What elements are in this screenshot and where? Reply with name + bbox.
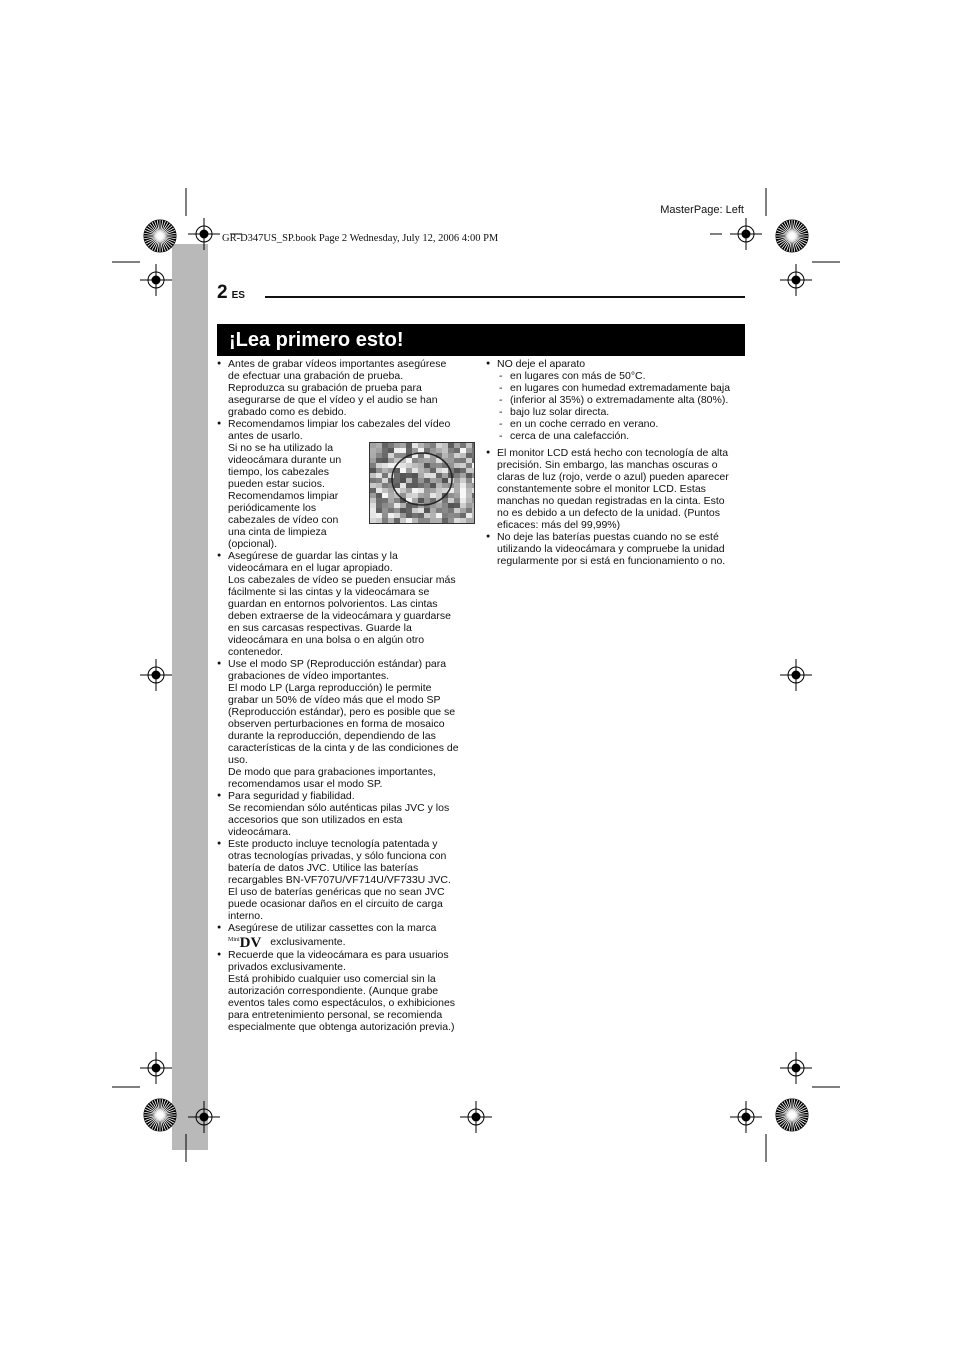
minidv-logo-text: DV: [239, 935, 262, 951]
minidv-logo-small: Mini: [228, 937, 240, 943]
text-line: puede ocasionar daños en el circuito de carga: [228, 898, 443, 910]
text-line: grabaciones de vídeo importantes.: [228, 670, 390, 682]
mosaic-illustration-image: [370, 443, 474, 523]
text-line: tiempo, los cabezales: [228, 466, 329, 478]
text-line: interno.: [228, 910, 264, 922]
text-line: en sus carcasas respectivas. Guarde la: [228, 622, 412, 634]
dash-list-item: - bajo luz solar directa.: [486, 406, 748, 418]
text-line: periódicamente los: [228, 502, 317, 514]
text-line: precisión. Sin embargo, las manchas oscuras o: [497, 459, 718, 471]
text-line: claras de luz (rojo, verde o azul) pueden aparecer: [497, 471, 729, 483]
text-line: características de la cinta y de las condiciones de: [228, 742, 459, 754]
masterpage-label: MasterPage: Left: [660, 204, 744, 216]
item-text: ● Asegúrese de utilizar cassettes con la marca: [228, 922, 437, 934]
list-item: [217, 838, 475, 922]
text-line: para entretenimiento personal, se recomienda: [228, 1009, 443, 1021]
list-item: [217, 790, 475, 838]
text-line: ● Use el modo SP (Reproducción estándar) para: [228, 658, 447, 670]
text-line: constantemente sobre el monitor LCD. Estas: [497, 483, 706, 495]
text-line: manchas no quedan registradas en la cinta. Esto: [497, 495, 725, 507]
text-line: Está prohibido cualquier uso comercial sin la: [228, 973, 436, 985]
text-line: eventos tales como espectáculos, o exhibiciones: [228, 997, 456, 1009]
text-line: (Reproducción estándar), pero es posible que se: [228, 706, 456, 718]
text-line: contenedor.: [228, 646, 283, 658]
text-line: El uso de baterías genéricas que no sean JVC: [228, 886, 445, 898]
head-cleaning-illustration: [369, 442, 475, 524]
text-line: autorización correspondiente. (Aunque grabe: [228, 985, 439, 997]
dash-list: [486, 370, 748, 442]
text-line: especialmente que obtenga autorización previa.): [228, 1021, 455, 1033]
page-title: ¡Lea primero esto!: [217, 324, 745, 356]
list-item: [217, 949, 475, 1033]
text-line: cabezales de vídeo con: [228, 514, 339, 526]
text-line: una cinta de limpieza: [228, 526, 327, 538]
text-line: accesorios que son utilizados en esta: [228, 814, 403, 826]
text-line: El modo LP (Larga reproducción) le permite: [228, 682, 432, 694]
text-line: (opcional).: [228, 538, 278, 550]
text-line: de efectuar una grabación de prueba.: [228, 370, 404, 382]
language-code: ES: [231, 290, 245, 301]
list-item-minidv: [217, 922, 475, 949]
list-item: [486, 531, 748, 567]
text-line: ● El monitor LCD está hecho con tecnología de alta: [497, 447, 729, 459]
text-line: Si no se ha utilizado la: [228, 442, 334, 454]
text-line: observen perturbaciones en forma de mosaico: [228, 718, 445, 730]
text-line: videocámara durante un: [228, 454, 342, 466]
text-line: ● Este producto incluye tecnología patentada y: [228, 838, 438, 850]
text-line: Se recomiendan sólo auténticas pilas JVC y los: [228, 802, 450, 814]
text-line: recomendamos usar el modo SP.: [228, 778, 383, 790]
list-item-head-cleaning: [217, 418, 475, 550]
text-line: guardan en entornos polvorientos. Las cintas: [228, 598, 438, 610]
text-line: ● Recuerde que la videocámara es para usuarios: [228, 949, 449, 961]
text-line: videocámara en una bolsa o en algún otro: [228, 634, 425, 646]
dash-list-item: - en lugares con más de 50°C.: [486, 370, 748, 382]
text-line: grabado como es debido.: [228, 406, 347, 418]
text-line: videocámara en el lugar apropiado.: [228, 562, 393, 574]
text-line: regularmente por si está en funcionamiento o no.: [497, 555, 726, 567]
text-line: Los cabezales de vídeo se pueden ensuciar más: [228, 574, 456, 586]
text-line: ● Antes de grabar vídeos importantes asegúrese: [228, 358, 447, 370]
header-rule: [265, 296, 745, 298]
minidv-logo: [228, 934, 261, 949]
text-line: durante la reproducción, dependiendo de las: [228, 730, 436, 742]
page-number-value: 2: [217, 282, 228, 303]
dash-list-item: - (inferior al 35%) o extremadamente alta (80%).: [486, 394, 748, 406]
text-line: Recomendamos limpiar: [228, 490, 339, 502]
text-line: fácilmente si las cintas y la videocámara se: [228, 586, 430, 598]
text-line: ● Asegúrese de guardar las cintas y la: [228, 550, 398, 562]
item-heading: ● NO deje el aparato: [497, 358, 586, 370]
page-number: [217, 282, 245, 304]
dash-list-item: - en un coche cerrado en verano.: [486, 418, 748, 430]
text-line: privados exclusivamente.: [228, 961, 346, 973]
item-text: exclusivamente.: [270, 936, 346, 948]
text-line: De modo que para grabaciones importantes,: [228, 766, 436, 778]
item-text-line: [228, 934, 475, 949]
right-column: [486, 358, 748, 567]
text-line: deben extraerse de la videocámara y guardarse: [228, 610, 451, 622]
left-column: [217, 358, 475, 1033]
text-line: ● Para seguridad y fiabilidad.: [228, 790, 355, 802]
text-line: pueden estar sucios.: [228, 478, 325, 490]
text-line: grabar un 50% de vídeo más que el modo SP: [228, 694, 441, 706]
text-line: no es debido a un defecto de la unidad. (Puntos: [497, 507, 721, 519]
text-line: otras tecnologías privadas, y sólo funciona con: [228, 850, 447, 862]
text-line: eficaces: más del 99,99%): [497, 519, 621, 531]
text-line: batería de datos JVC. Utilice las baterías: [228, 862, 419, 874]
list-item-warnings: [486, 358, 748, 370]
book-info-line: GR-D347US_SP.book Page 2 Wednesday, July 12, 2006 4:00 PM: [222, 233, 499, 244]
text-line: uso.: [228, 754, 248, 766]
list-item: [217, 550, 475, 658]
text-line: recargables BN-VF707U/VF714U/VF733U JVC.: [228, 874, 451, 886]
dash-list-item: - cerca de una calefacción.: [486, 430, 748, 442]
text-line: antes de usarlo.: [228, 430, 303, 442]
list-item: [486, 447, 748, 531]
text-line: ● No deje las baterías puestas cuando no se esté: [497, 531, 719, 543]
text-line: utilizando la videocámara y compruebe la unidad: [497, 543, 725, 555]
dash-list-item: - en lugares con humedad extremadamente baja: [486, 382, 748, 394]
item-heading: [228, 418, 475, 442]
list-item: [217, 658, 475, 790]
text-line: Reproduzca su grabación de prueba para: [228, 382, 422, 394]
text-line: videocámara.: [228, 826, 292, 838]
list-item: [217, 358, 475, 418]
text-line: ● Recomendamos limpiar los cabezales del vídeo: [228, 418, 451, 430]
text-line: asegurarse de que el vídeo y el audio se han: [228, 394, 438, 406]
